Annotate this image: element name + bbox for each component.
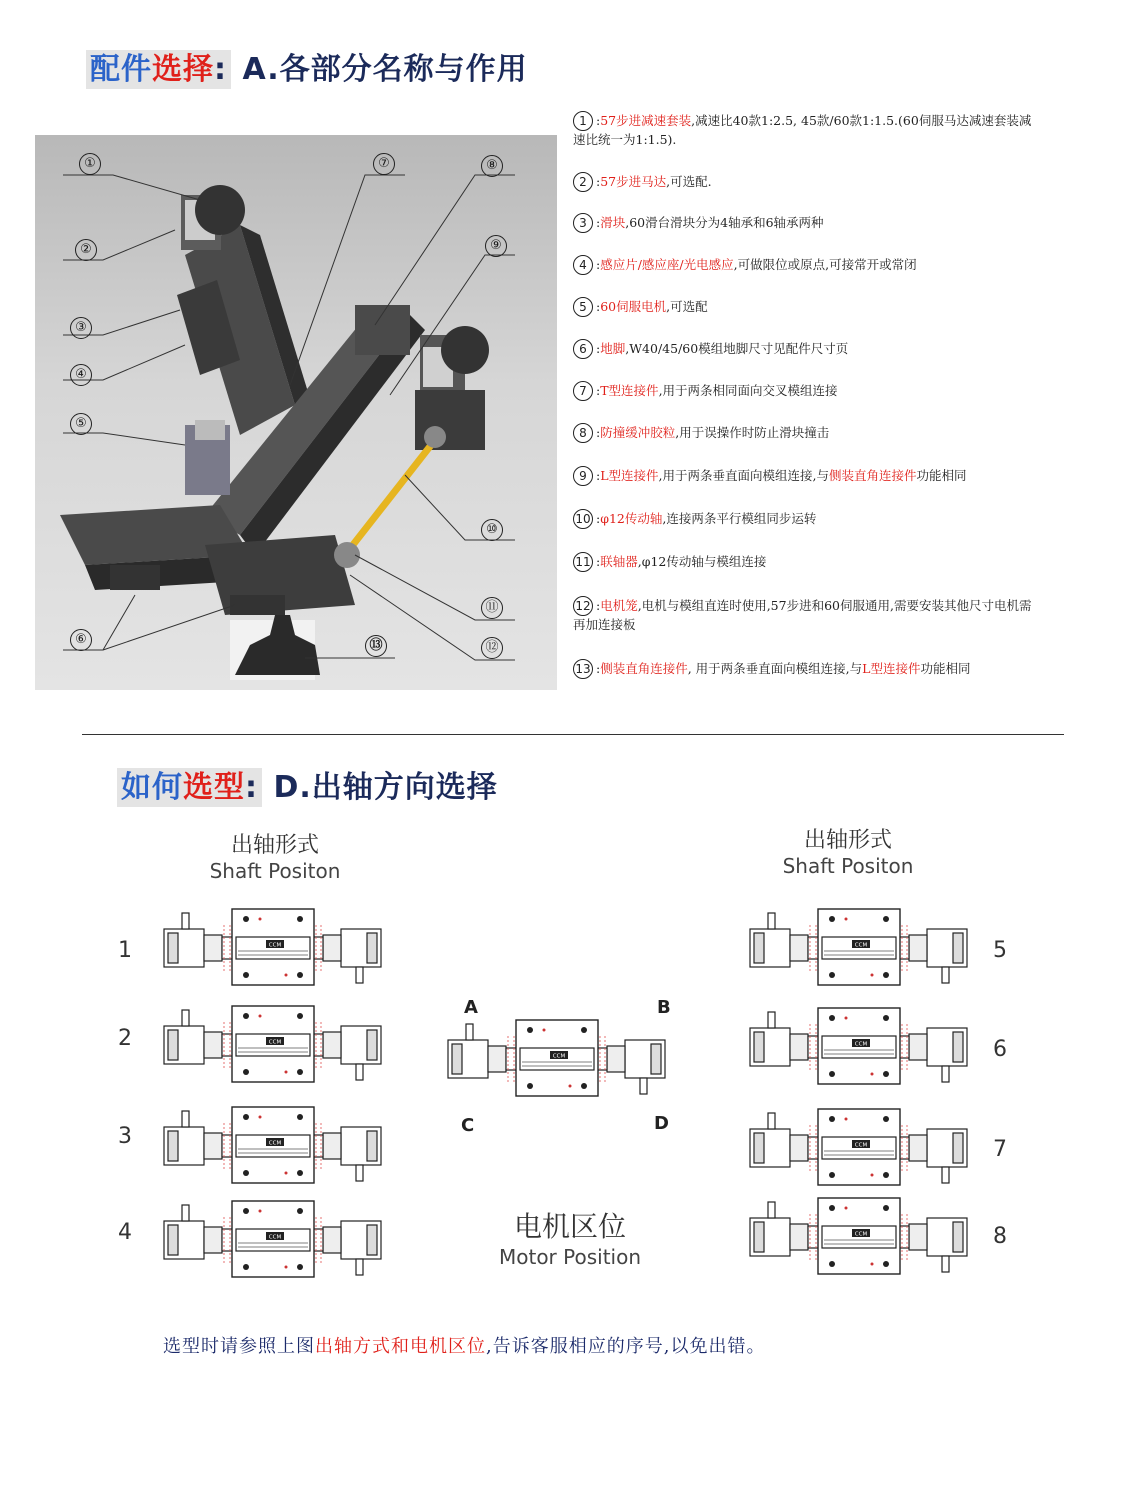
svg-text:CCM: CCM [854, 942, 868, 949]
row-number-7: 7 [993, 1137, 1007, 1162]
row-number-1: 1 [118, 938, 132, 963]
corner-d: D [654, 1113, 669, 1134]
row-number-5: 5 [993, 938, 1007, 963]
part-item-9: 9 :L型连接件,用于两条垂直面向模组连接,与侧装直角连接件功能相同 [573, 466, 1043, 486]
svg-text:CCM: CCM [552, 1053, 566, 1060]
callout-7: ⑦ [373, 153, 395, 175]
row-number-8: 8 [993, 1224, 1007, 1249]
module-7 [746, 1107, 971, 1187]
module-1 [160, 907, 385, 987]
module-3 [160, 1105, 385, 1185]
shaft-position-label-left: 出轴形式 Shaft Positon [209, 833, 341, 883]
callout-6: ⑥ [70, 629, 92, 651]
section-d-title: 如何选型: D.出轴方向选择 [117, 762, 498, 806]
section-divider [82, 734, 1064, 735]
corner-a: A [464, 997, 478, 1018]
callout-2: ② [75, 239, 97, 261]
svg-text:CCM: CCM [268, 1234, 282, 1241]
svg-text:CCM: CCM [854, 1041, 868, 1048]
module-4 [160, 1199, 385, 1279]
shaft-position-label-right: 出轴形式 Shaft Positon [782, 828, 914, 878]
module-assembly-figure [35, 135, 557, 690]
part-item-1: 1 :57步进减速套装,减速比40款1:2.5, 45款/60款1:1.5.(60伺服马达减速套装减速比统一为1:1.5). [573, 113, 1032, 147]
callout-5: ⑤ [70, 413, 92, 435]
part-item-8: 8 :防撞缓冲胶粒,用于误操作时防止滑块撞击 [573, 423, 1043, 443]
module-6 [746, 1006, 971, 1086]
callout-1: ① [79, 153, 101, 175]
callout-8: ⑧ [481, 155, 503, 177]
part-item-3: 3 :滑块,60滑台滑块分为4轴承和6轴承两种 [573, 213, 1043, 233]
callout-10: ⑩ [481, 519, 503, 541]
callout-11: ⑪ [481, 597, 503, 619]
svg-text:CCM: CCM [854, 1231, 868, 1238]
part-item-11: 11 :联轴器,φ12传动轴与模组连接 [573, 552, 1043, 572]
part-item-4: 4 :感应片/感应座/光电感应,可做限位或原点,可接常开或常闭 [573, 255, 1043, 275]
part-item-7: 7 :T型连接件,用于两条相同面向交叉模组连接 [573, 381, 1043, 401]
callout-4: ④ [70, 364, 92, 386]
module-motor-position [444, 1018, 669, 1098]
corner-b: B [657, 997, 671, 1018]
svg-text:CCM: CCM [268, 1140, 282, 1147]
motor-position-label: 电机区位 Motor Position [498, 1210, 642, 1269]
part-item-12: 12 :电机笼,电机与模组直连时使用,57步进和60伺服通用,需要安装其他尺寸电机需再加连接板 [573, 598, 1032, 632]
corner-c: C [461, 1115, 475, 1136]
callout-12: ⑫ [481, 637, 503, 659]
section-a-title: 配件选择: A.各部分名称与作用 [86, 44, 528, 88]
row-number-4: 4 [118, 1220, 132, 1245]
row-number-6: 6 [993, 1037, 1007, 1062]
svg-text:CCM: CCM [268, 1039, 282, 1046]
part-item-13: 13 :侧装直角连接件, 用于两条垂直面向模组连接,与L型连接件功能相同 [573, 659, 1043, 679]
callout-3: ③ [70, 317, 92, 339]
part-item-6: 6 :地脚,W40/45/60模组地脚尺寸见配件尺寸页 [573, 339, 1043, 359]
part-item-2: 2 :57步进马达,可选配. [573, 172, 1043, 192]
module-8 [746, 1196, 971, 1276]
callout-13: ⑬ [365, 635, 387, 657]
module-2 [160, 1004, 385, 1084]
row-number-2: 2 [118, 1026, 132, 1051]
part-item-5: 5 :60伺服电机,可选配 [573, 297, 1043, 317]
module-5 [746, 907, 971, 987]
svg-text:CCM: CCM [854, 1142, 868, 1149]
selection-note: 选型时请参照上图出轴方式和电机区位,告诉客服相应的序号,以免出错。 [163, 1336, 766, 1357]
callout-9: ⑨ [485, 235, 507, 257]
part-item-10: 10 :φ12传动轴,连接两条平行模组同步运转 [573, 509, 1043, 529]
assembly-illustration [35, 135, 557, 690]
row-number-3: 3 [118, 1124, 132, 1149]
svg-text:CCM: CCM [268, 942, 282, 949]
